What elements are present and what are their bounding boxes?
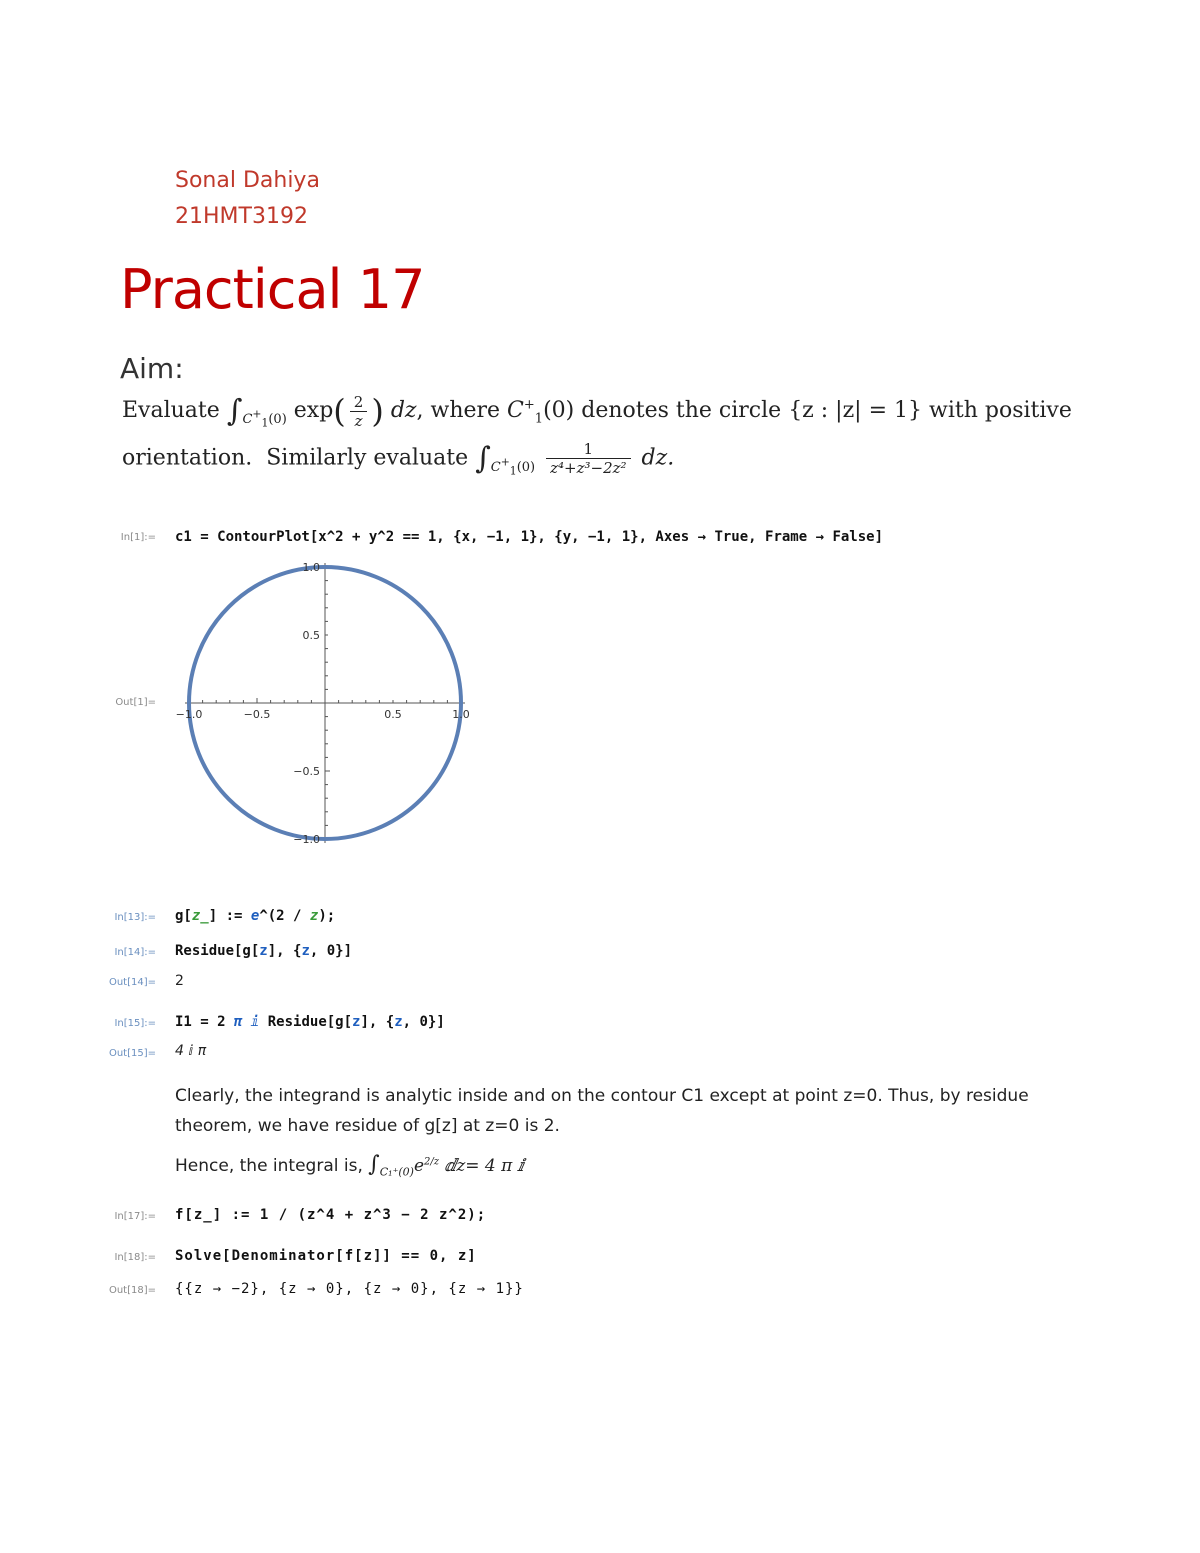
aim-evaluate: Evaluate <box>122 398 220 423</box>
aim-contour-3-sub: 1 <box>509 464 517 478</box>
aim-orientation: orientation. <box>122 445 253 471</box>
aim-contour: C <box>242 412 253 427</box>
aim-denotes: denotes the circle <box>581 398 782 423</box>
in15-z2: z <box>394 1014 403 1030</box>
aim-dz-2: dz. <box>641 445 675 471</box>
in13-e-symbol: e <box>250 908 260 924</box>
in13-z: z <box>309 908 319 924</box>
in15-part-c: ], { <box>360 1014 395 1030</box>
x-tick-label: −0.5 <box>243 708 271 721</box>
in13-var: z_ <box>191 908 209 924</box>
aim-contour-arg: (0) <box>268 412 287 427</box>
in17-label: In[17]:= <box>114 1211 156 1222</box>
paren-close: ) <box>371 392 384 430</box>
in13-part-b: ] := <box>208 908 251 924</box>
aim-fraction-1 <box>350 393 368 430</box>
y-tick-label: −1.0 <box>293 833 320 846</box>
in15-z: z <box>352 1014 361 1030</box>
x-tick-label: 1.0 <box>452 708 470 721</box>
in13-label: In[13]:= <box>114 912 156 923</box>
y-tick-label: −0.5 <box>293 765 320 778</box>
explanation-exp: 2/z <box>424 1156 440 1168</box>
in1-label: In[1]:= <box>120 532 156 543</box>
aim-frac2-num: 1 <box>546 440 630 459</box>
in15-i: ⅈ <box>250 1014 260 1030</box>
integral-icon: ∫ <box>226 393 243 429</box>
in15-part-a: I1 = 2 <box>175 1014 235 1030</box>
aim-contour-2-sub: 1 <box>534 411 544 427</box>
aim-frac1-den: z <box>354 411 363 430</box>
x-tick-label: 0.5 <box>384 708 402 721</box>
y-tick-label: 1.0 <box>302 561 320 574</box>
explanation-line-2: theorem, we have residue of g[z] at z=0 is 2. <box>175 1116 560 1136</box>
aim-frac2-den: z⁴+z³−2z² <box>550 459 627 477</box>
in1-code[interactable]: c1 = ContourPlot[x^2 + y^2 == 1, {x, −1, 1}, {y, −1, 1}, Axes → True, Frame → False] <box>175 529 884 545</box>
aim-contour-2-sup: + <box>523 397 535 413</box>
explanation-contour: C₁⁺(0) <box>379 1165 414 1179</box>
explanation-prefix: Hence, the integral is, <box>175 1156 363 1176</box>
integral-icon-3: ∫ <box>368 1152 380 1177</box>
in15-part-d: , 0}] <box>402 1014 445 1030</box>
x-tick-label: −1.0 <box>175 708 203 721</box>
out15-value: 4 ⅈ π <box>175 1043 207 1059</box>
aim-contour-3: C <box>490 459 501 475</box>
out18-value: {{z → −2}, {z → 0}, {z → 0}, {z → 1}} <box>175 1281 524 1297</box>
in14-label: In[14]:= <box>114 947 156 958</box>
in15-part-b: Residue[g[ <box>259 1014 353 1030</box>
page-title: Practical 17 <box>120 258 425 321</box>
aim-line-2 <box>122 440 674 477</box>
aim-contour-sub: 1 <box>261 416 269 430</box>
y-tick-label: 0.5 <box>302 629 320 642</box>
in14-part-c: , 0}] <box>309 943 353 959</box>
explanation-math <box>368 1152 525 1179</box>
out1-label: Out[1]= <box>115 697 156 708</box>
out14-label: Out[14]= <box>108 977 156 988</box>
in14-part-a: Residue[g[ <box>175 943 260 959</box>
in13-part-a: g[ <box>175 908 192 924</box>
aim-frac1-num: 2 <box>350 393 368 412</box>
contour-plot[interactable] <box>170 555 480 855</box>
aim-fraction-2 <box>546 440 630 477</box>
out15-label: Out[15]= <box>108 1048 156 1059</box>
author-roll: 21HMT3192 <box>175 204 308 229</box>
plot-axes <box>185 563 465 843</box>
explanation-line-1: Clearly, the integrand is analytic inside and on the contour C1 except at point z=0. Thus, by residue <box>175 1086 1029 1106</box>
out18-label: Out[18]= <box>108 1285 156 1296</box>
aim-contour-3-sup: + <box>500 455 510 469</box>
in13-part-d: ); <box>318 908 336 924</box>
author-name: Sonal Dahiya <box>175 168 320 193</box>
aim-contour-2: C <box>507 398 524 423</box>
aim-set: {z : |z| = 1} <box>788 398 923 423</box>
aim-heading: Aim: <box>120 352 184 385</box>
paren-open: ( <box>333 392 346 430</box>
explanation-line-3 <box>175 1152 524 1178</box>
aim-contour-2-arg: (0) <box>543 398 575 423</box>
integral-icon-2: ∫ <box>475 441 491 476</box>
in15-pi: π <box>234 1014 243 1030</box>
in18-label: In[18]:= <box>114 1252 156 1263</box>
in15-label: In[15]:= <box>114 1018 156 1029</box>
aim-dz: dz <box>390 398 417 423</box>
in13-code[interactable] <box>175 908 335 924</box>
aim-contour-sup: + <box>252 407 262 421</box>
aim-with-positive: with positive <box>929 398 1072 423</box>
in14-part-b: ], { <box>267 943 302 959</box>
explanation-tail: ⅆz= 4 π ⅈ <box>444 1156 525 1176</box>
aim-exp: exp <box>293 398 334 423</box>
in15-code[interactable] <box>175 1014 445 1030</box>
in17-code[interactable]: f[z_] := 1 / (z^4 + z^3 − 2 z^2); <box>175 1207 487 1223</box>
in14-code[interactable] <box>175 943 352 959</box>
aim-where: , where <box>416 398 501 423</box>
in13-part-c: ^(2 / <box>259 908 310 924</box>
aim-contour-3-arg: (0) <box>516 459 536 475</box>
in14-z: z <box>259 943 268 959</box>
in18-code[interactable]: Solve[Denominator[f[z]] == 0, z] <box>175 1248 477 1264</box>
out14-value: 2 <box>175 973 184 989</box>
in14-z2: z <box>301 943 310 959</box>
aim-similarly: Similarly evaluate <box>266 445 469 471</box>
aim-line-1 <box>122 392 1072 430</box>
explanation-e: e <box>413 1156 425 1176</box>
